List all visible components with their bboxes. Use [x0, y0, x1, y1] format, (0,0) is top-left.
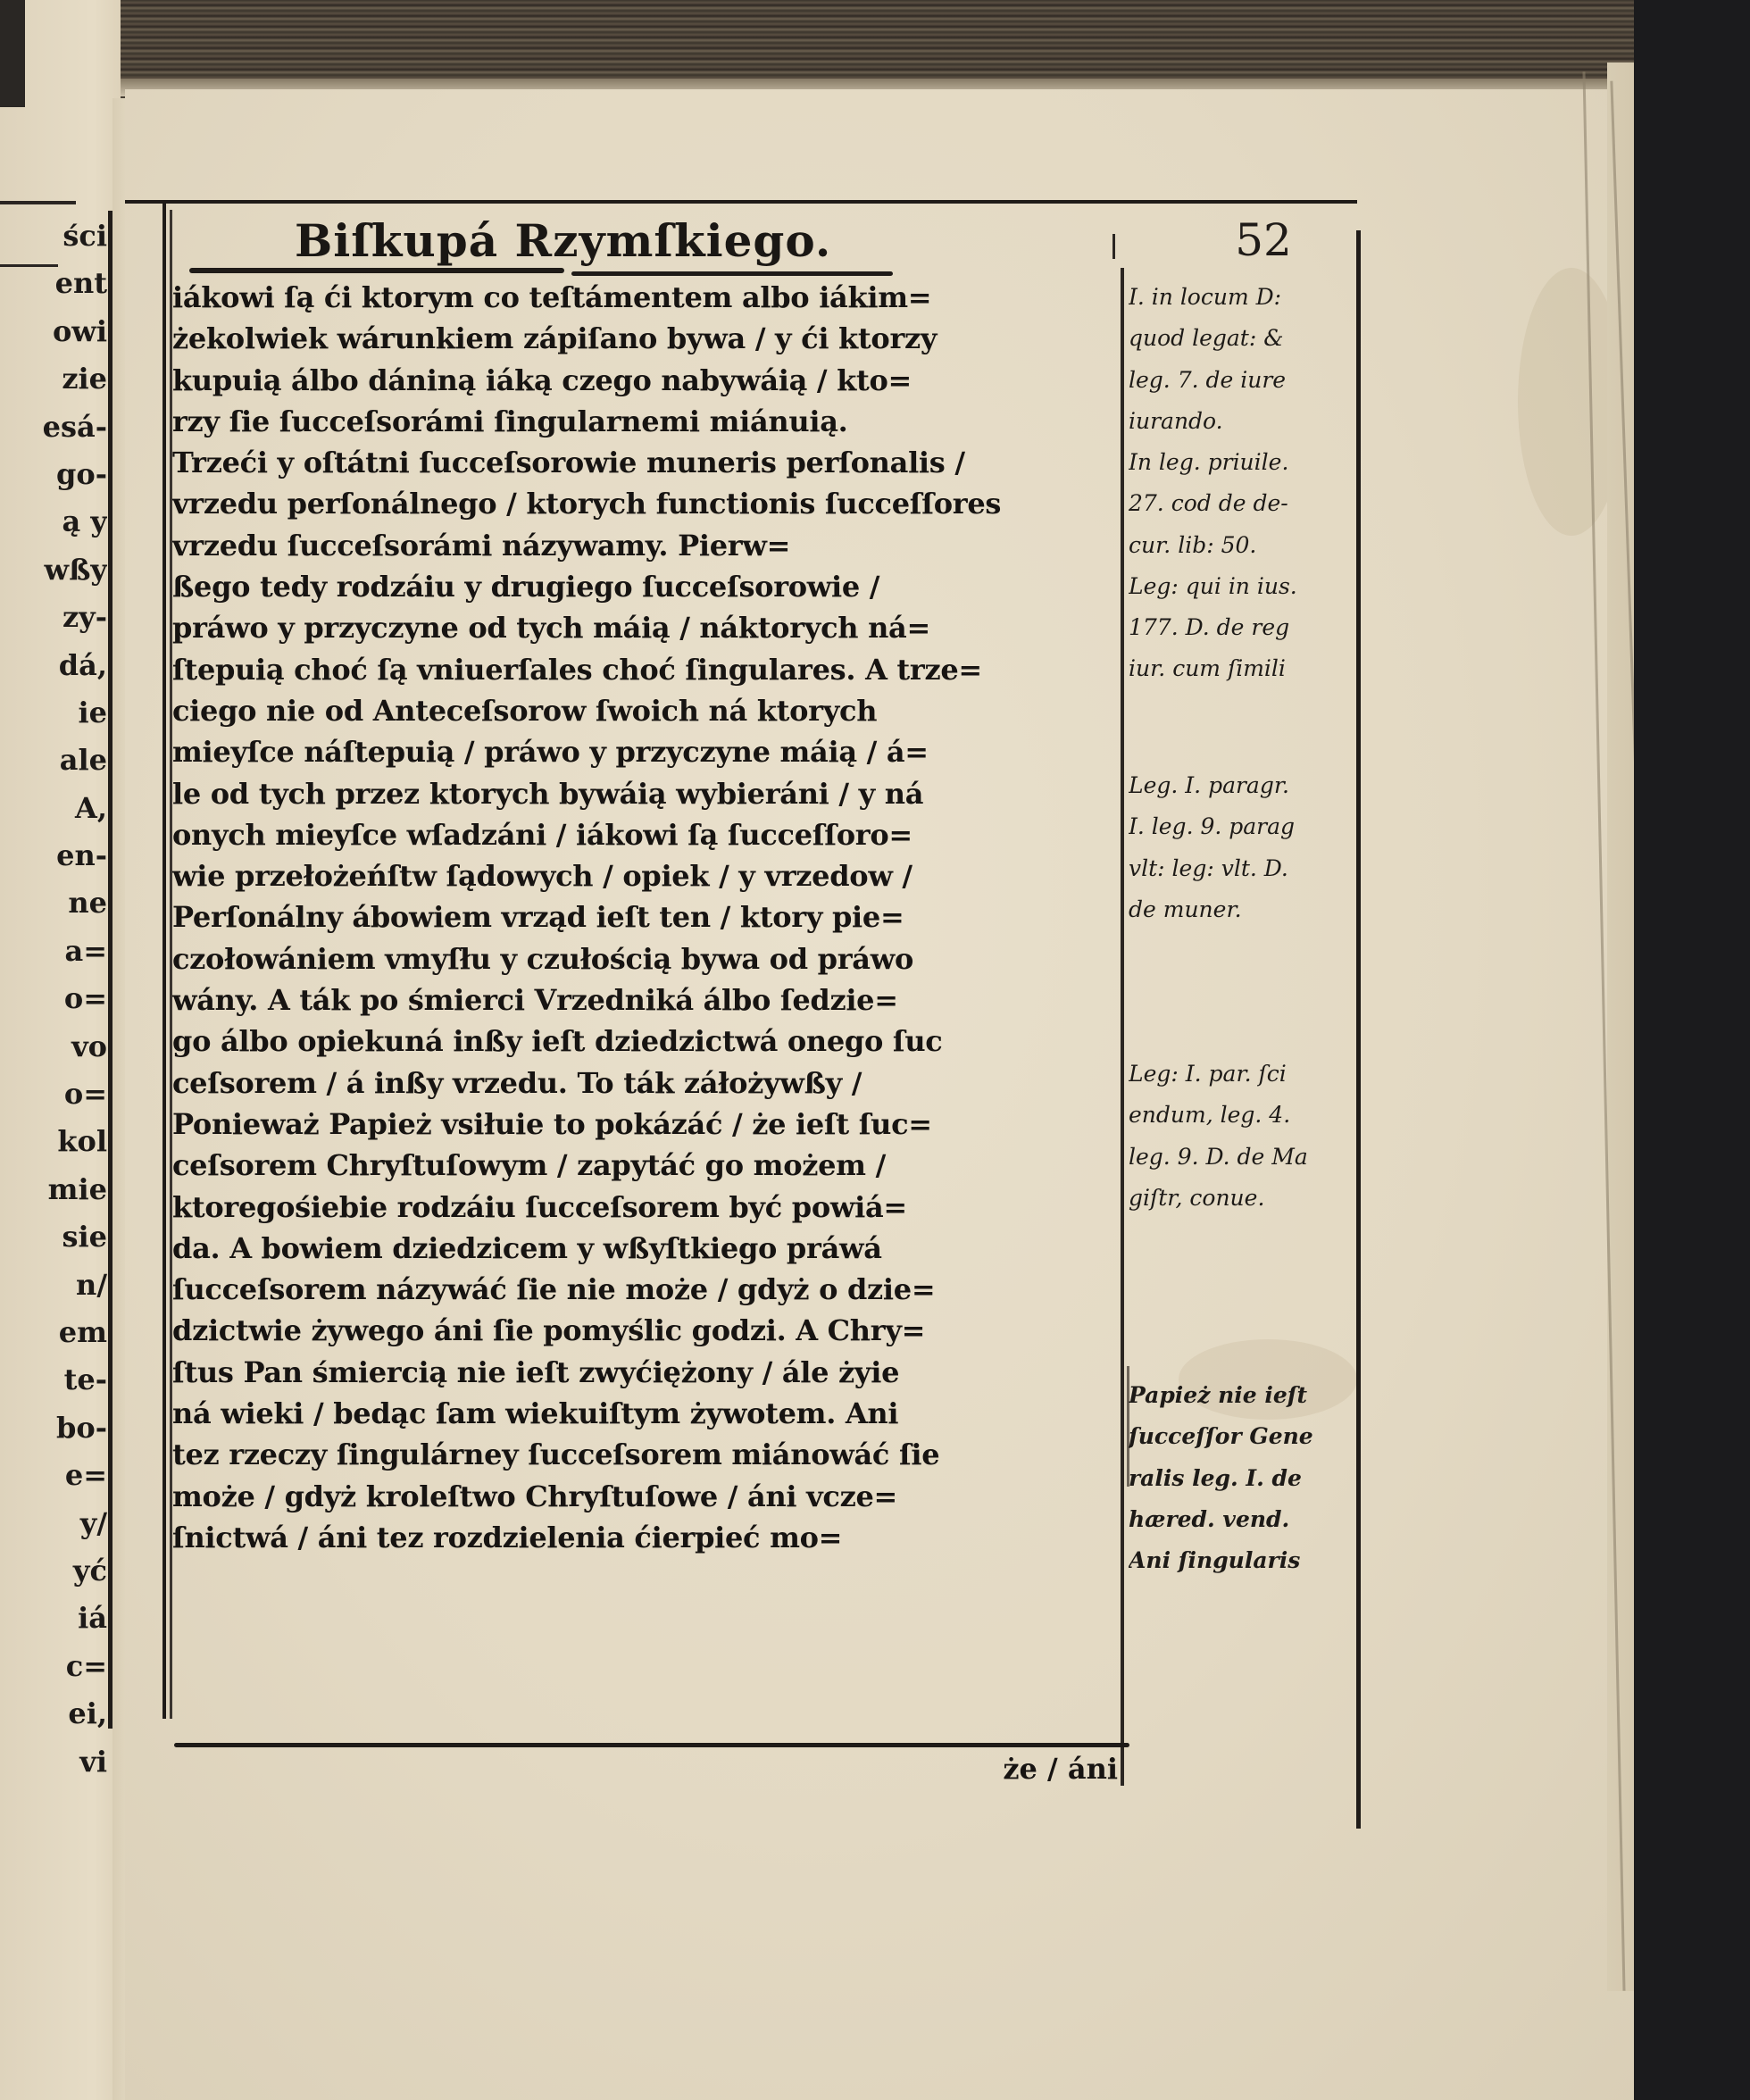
- text-line: vrzedu perſonálnego / ktorych functionis ſucceſſores: [172, 487, 1002, 521]
- marginal-note: [1129, 765, 1359, 930]
- left-page-line-fragment: A,: [75, 790, 107, 825]
- text-line: kupuią álbo dániną iáką czego nabywáią / kto=: [172, 362, 912, 397]
- text-line: ſnictwá / áni tez rozdzielenia ćierpieć mo=: [172, 1520, 843, 1554]
- marginal-note-line: ralis leg. I. de: [1129, 1464, 1302, 1491]
- left-page-line-fragment: o=: [63, 1077, 107, 1112]
- left-page-line-fragment: a=: [64, 933, 107, 968]
- left-page-line-fragment: ą y: [62, 504, 107, 539]
- page-number: 52: [1235, 214, 1292, 266]
- text-line: vrzedu ſucceſsorámi názywamy. Pierw=: [172, 528, 791, 562]
- marginal-note-line: In leg. priuile.: [1129, 449, 1289, 475]
- left-page-line-fragment: zy-: [62, 600, 107, 635]
- text-line: da. A bowiem dziedzicem y wßyſtkiego práwá: [172, 1230, 882, 1265]
- text-line: rzy ſie ſucceſsorámi ſingularnemi miánuią.: [172, 404, 848, 438]
- marginal-note-line: iur. cum ſimili: [1129, 655, 1286, 682]
- header-underline: [571, 271, 893, 276]
- header-tick: [1112, 234, 1115, 259]
- marginal-note-line: vlt: leg: vlt. D.: [1129, 854, 1288, 881]
- marginal-note: [1129, 277, 1359, 442]
- left-page-line-fragment: owi: [52, 313, 107, 348]
- text-line: ceſsorem Chryſtuſowym / zapytáć go możem /: [172, 1148, 886, 1183]
- left-page-line-fragment: bo-: [56, 1410, 107, 1445]
- marginal-note-line: giſtr, conue.: [1129, 1184, 1265, 1211]
- left-page-line-fragment: esá-: [42, 409, 107, 444]
- marginal-note: [1129, 442, 1359, 690]
- text-line: ßego tedy rodzáiu y drugiego ſucceſsorowie /: [172, 570, 880, 604]
- background-dark: [1634, 0, 1750, 2100]
- left-page-line-fragment: sie: [62, 1220, 107, 1254]
- text-line: dzictwie żywego áni ſie pomyślic godzi. A Chry=: [172, 1313, 926, 1348]
- marginal-note-line: hæred. vend.: [1129, 1505, 1290, 1532]
- marginal-note-line: Leg: I. par. ſci: [1129, 1061, 1287, 1087]
- left-page-line-fragment: zie: [62, 362, 107, 396]
- marginal-note-line: cur. lib: 50.: [1129, 531, 1257, 558]
- marginal-summary-note: [1129, 1375, 1359, 1581]
- bottom-rule: [174, 1743, 1129, 1747]
- marginal-note-line: I. leg. 9. parag: [1129, 813, 1296, 840]
- text-line: ná wieki / bedąc ſam wiekuiſtym żywotem. Ani: [172, 1396, 899, 1431]
- left-page-line-fragment: ent: [54, 266, 107, 301]
- marginal-note-line: Ani ſingularis: [1129, 1547, 1301, 1574]
- marginal-note-line: ſucceſſor Gene: [1129, 1423, 1313, 1450]
- left-cover-edge: [0, 0, 25, 107]
- marginal-note-line: Papież nie ieſt: [1129, 1382, 1308, 1408]
- left-page-line-fragment: c=: [65, 1648, 107, 1683]
- left-page-line-fragment: en-: [56, 838, 107, 873]
- text-line: mieyſce náſtepuią / práwo y przyczyne máią / á=: [172, 735, 929, 770]
- left-page-line-fragment: n/: [76, 1267, 107, 1302]
- marginal-note-line: endum, leg. 4.: [1129, 1102, 1291, 1129]
- text-line: tez rzeczy ſingulárney ſucceſsorem miánowáć ſie: [172, 1438, 940, 1472]
- text-line: ktoregośiebie rodzáiu ſucceſsorem być powiá=: [172, 1189, 907, 1224]
- marginal-note-line: iurando.: [1129, 407, 1223, 434]
- text-line: wie przełożeńſtw ſądowych / opiek / y vrzedow /: [172, 859, 912, 894]
- left-page-line-fragment: ale: [59, 743, 107, 778]
- marginal-note-line: Leg. I. paragr.: [1129, 772, 1289, 798]
- left-page-line-fragment: yć: [72, 1553, 107, 1588]
- left-page-line-fragment: go-: [56, 456, 107, 491]
- left-page-top-rule: [0, 201, 76, 204]
- text-line: ciego nie od Anteceſsorow ſwoich ná ktorych: [172, 693, 878, 728]
- frame-left-rule: [162, 201, 166, 1719]
- marginal-note-line: leg. 9. D. de Ma: [1129, 1143, 1308, 1170]
- marginal-note-line: Leg: qui in ius.: [1129, 572, 1297, 599]
- left-page-line-fragment: wßy: [44, 552, 107, 587]
- left-page-text-fragments: [0, 212, 107, 1786]
- catchword: że / áni: [1003, 1752, 1118, 1786]
- frame-top-rule: [125, 200, 1357, 204]
- text-line: le od tych przez ktorych bywáią wybieráni / y ná: [172, 776, 924, 811]
- text-line: go álbo opiekuná inßy ieſt dziedzictwá onego ſuc: [172, 1024, 943, 1059]
- left-page-line-fragment: te-: [63, 1362, 107, 1397]
- text-line: Perſonálny ábowiem vrząd ieſt ten / ktory pie=: [172, 900, 904, 935]
- left-page-line-fragment: o=: [63, 981, 107, 1016]
- left-page-line-fragment: ści: [62, 219, 107, 253]
- left-page-line-fragment: vi: [79, 1744, 107, 1779]
- text-line: może / gdyż kroleſtwo Chryſtuſowe / áni vcze=: [172, 1479, 898, 1513]
- left-page-line-fragment: em: [58, 1314, 107, 1349]
- left-page-line-fragment: ie: [78, 695, 107, 729]
- text-line: Trzeći y oſtátni ſucceſsorowie muneris perſonalis /: [172, 446, 965, 480]
- left-page-line-fragment: vo: [71, 1029, 107, 1063]
- text-line: práwo y przyczyne od tych máią / náktorych ná=: [172, 611, 930, 646]
- left-page-line-fragment: mie: [47, 1171, 107, 1206]
- left-page-line-fragment: kol: [57, 1124, 107, 1159]
- running-head: Biſkupá Rzymſkiego.: [295, 214, 832, 267]
- left-page-line-fragment: y/: [79, 1505, 107, 1540]
- left-page-line-fragment: e=: [64, 1458, 107, 1493]
- marginal-note-line: I. in locum D:: [1129, 284, 1282, 310]
- main-text-column: [172, 277, 1119, 1558]
- text-line: ſtus Pan śmiercią nie ieſt zwyćiężony / ále żyie: [172, 1354, 900, 1389]
- text-line: ſtepuią choć ſą vniuerſales choć ſingulares. A trze=: [172, 652, 982, 687]
- marginal-note-line: de muner.: [1129, 896, 1242, 922]
- left-page-line-fragment: dá,: [58, 647, 107, 682]
- text-line: żekolwiek wárunkiem zápiſano bywa / y ći ktorzy: [172, 321, 938, 356]
- marginal-note-line: leg. 7. de iure: [1129, 366, 1287, 393]
- left-page-line-fragment: ne: [68, 886, 107, 921]
- text-line: ſucceſsorem názywáć ſie nie może / gdyż o dzie=: [172, 1272, 936, 1307]
- text-line: wány. A ták po śmierci Vrzedniká álbo ſedzie=: [172, 983, 898, 1018]
- left-page-line-fragment: iá: [78, 1601, 107, 1636]
- marginal-note-line: 27. cod de de-: [1129, 490, 1288, 517]
- marginal-note: [1129, 1054, 1359, 1219]
- text-line: iákowi ſą ći ktorym co teſtámentem albo iákim=: [172, 280, 932, 314]
- header-underline: [189, 268, 564, 273]
- marginal-note-line: 177. D. de reg: [1129, 614, 1290, 641]
- text-line: onych mieyſce wſadzáni / iákowi ſą ſucceſſoro=: [172, 817, 912, 852]
- text-line: czołowániem vmyſłu y czułością bywa od práwo: [172, 941, 914, 976]
- left-page-line-fragment: ei,: [68, 1696, 107, 1731]
- marginal-note-line: quod legat: &: [1129, 325, 1284, 352]
- margin-column-divider: [1121, 268, 1124, 1786]
- text-line: Ponieważ Papież vsiłuie to pokázáć / że ieſt ſuc=: [172, 1106, 932, 1141]
- text-line: ceſsorem / á inßy vrzedu. To ták záłożywßy /: [172, 1065, 862, 1100]
